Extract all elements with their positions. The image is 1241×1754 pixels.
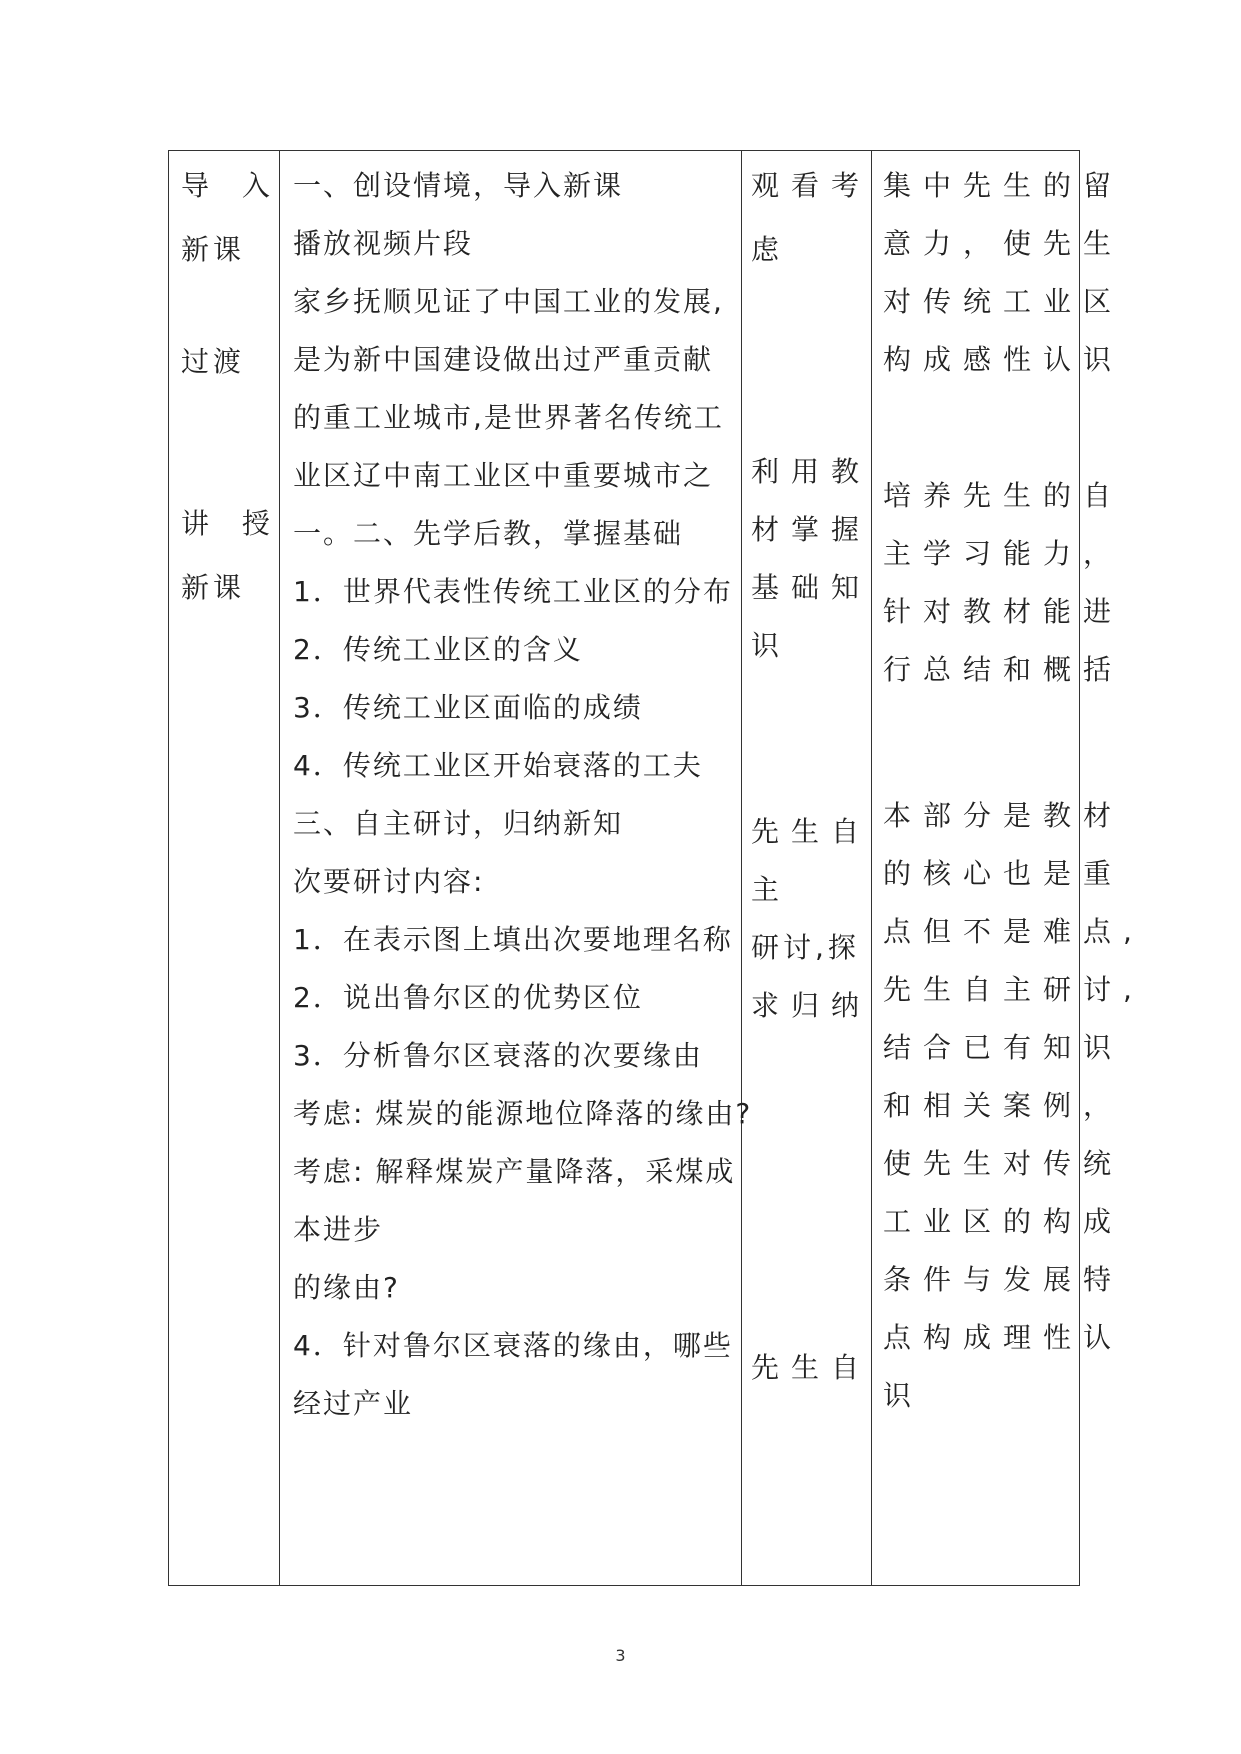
cell-text-line: 1．在表示图上填出次要地理名称	[293, 923, 733, 956]
cell-text-line: 培养先生的自	[883, 479, 1124, 512]
cell-text-line: 针对教材能进	[883, 595, 1124, 628]
cell-text-line: 的重工业城市,是世界著名传统工	[293, 401, 724, 434]
cell-text-line: 4．传统工业区开始衰落的工夫	[293, 749, 703, 782]
cell-text-line: 的核心也是重	[883, 857, 1124, 890]
cell-text-line: 点但不是难点,	[883, 915, 1144, 948]
cell-text-line: 新课	[181, 571, 246, 604]
page-number: 3	[615, 1646, 626, 1665]
cell-text-line: 3．分析鲁尔区衰落的次要缘由	[293, 1039, 703, 1072]
cell-text-line: 工业区的构成	[883, 1205, 1124, 1238]
cell-text-line: 的缘由?	[293, 1271, 400, 1304]
cell-text-line: 材掌握	[751, 513, 872, 546]
cell-text-line: 2．说出鲁尔区的优势区位	[293, 981, 643, 1014]
stage-column	[181, 151, 282, 1585]
column-divider	[279, 151, 280, 1585]
cell-text-line: 对传统工业区	[883, 285, 1124, 318]
cell-text-line: 讲 授	[181, 507, 282, 540]
cell-text-line: 3．传统工业区面临的成绩	[293, 691, 643, 724]
cell-text-line: 三、自主研讨，归纳新知	[293, 807, 624, 840]
cell-text-line: 导 入	[181, 169, 282, 202]
cell-text-line: 播放视频片段	[293, 227, 474, 260]
cell-text-line: 基础知	[751, 571, 872, 604]
cell-text-line: 构成感性认识	[883, 343, 1124, 376]
cell-text-line: 观看考	[751, 169, 872, 202]
cell-text-line: 识	[883, 1379, 924, 1412]
column-divider	[871, 151, 872, 1585]
cell-text-line: 先生自主研讨,	[883, 973, 1144, 1006]
cell-text-line: 一。二、先学后教，掌握基础	[293, 517, 684, 550]
design-intent-column	[883, 151, 1144, 1585]
cell-text-line: 2．传统工业区的含义	[293, 633, 583, 666]
cell-text-line: 利用教	[751, 455, 872, 488]
student-activity-column	[751, 151, 872, 1585]
cell-text-line: 结合已有知识	[883, 1031, 1124, 1064]
column-divider	[741, 151, 742, 1585]
cell-text-line: 主	[751, 873, 792, 906]
cell-text-line: 一、创设情境，导入新课	[293, 169, 624, 202]
cell-text-line: 先生自	[751, 1351, 872, 1384]
cell-text-line: 点构成理性认	[883, 1321, 1124, 1354]
cell-text-line: 4．针对鲁尔区衰落的缘由，哪些	[293, 1329, 733, 1362]
cell-text-line: 主学习能力，	[883, 537, 1124, 570]
cell-text-line: 和相关案例，	[883, 1089, 1124, 1122]
cell-text-line: 本进步	[293, 1213, 384, 1246]
cell-text-line: 先生自	[751, 815, 872, 848]
cell-text-line: 求归纳	[751, 989, 872, 1022]
cell-text-line: 次要研讨内容:	[293, 865, 485, 898]
teaching-content-column	[293, 151, 753, 1585]
cell-text-line: 虑	[751, 233, 792, 266]
cell-text-line: 条件与发展特	[883, 1263, 1124, 1296]
cell-text-line: 集中先生的留	[883, 169, 1124, 202]
cell-text-line: 使先生对传统	[883, 1147, 1124, 1180]
cell-text-line: 意力，使先生	[883, 227, 1124, 260]
cell-text-line: 新课	[181, 233, 246, 266]
cell-text-line: 识	[751, 629, 792, 662]
cell-text-line: 1．世界代表性传统工业区的分布	[293, 575, 733, 608]
cell-text-line: 是为新中国建设做出过严重贡献	[293, 343, 714, 376]
cell-text-line: 业区辽中南工业区中重要城市之	[293, 459, 714, 492]
cell-text-line: 家乡抚顺见证了中国工业的发展,	[293, 285, 724, 318]
cell-text-line: 过渡	[181, 345, 246, 378]
cell-text-line: 研讨,探	[751, 931, 860, 964]
cell-text-line: 行总结和概括	[883, 653, 1124, 686]
cell-text-line: 经过产业	[293, 1387, 414, 1420]
cell-text-line: 考虑: 煤炭的能源地位降落的缘由?	[293, 1097, 753, 1130]
lesson-plan-table	[168, 150, 1144, 1586]
cell-text-line: 考虑: 解释煤炭产量降落，采煤成	[293, 1155, 736, 1188]
cell-text-line: 本部分是教材	[883, 799, 1124, 832]
